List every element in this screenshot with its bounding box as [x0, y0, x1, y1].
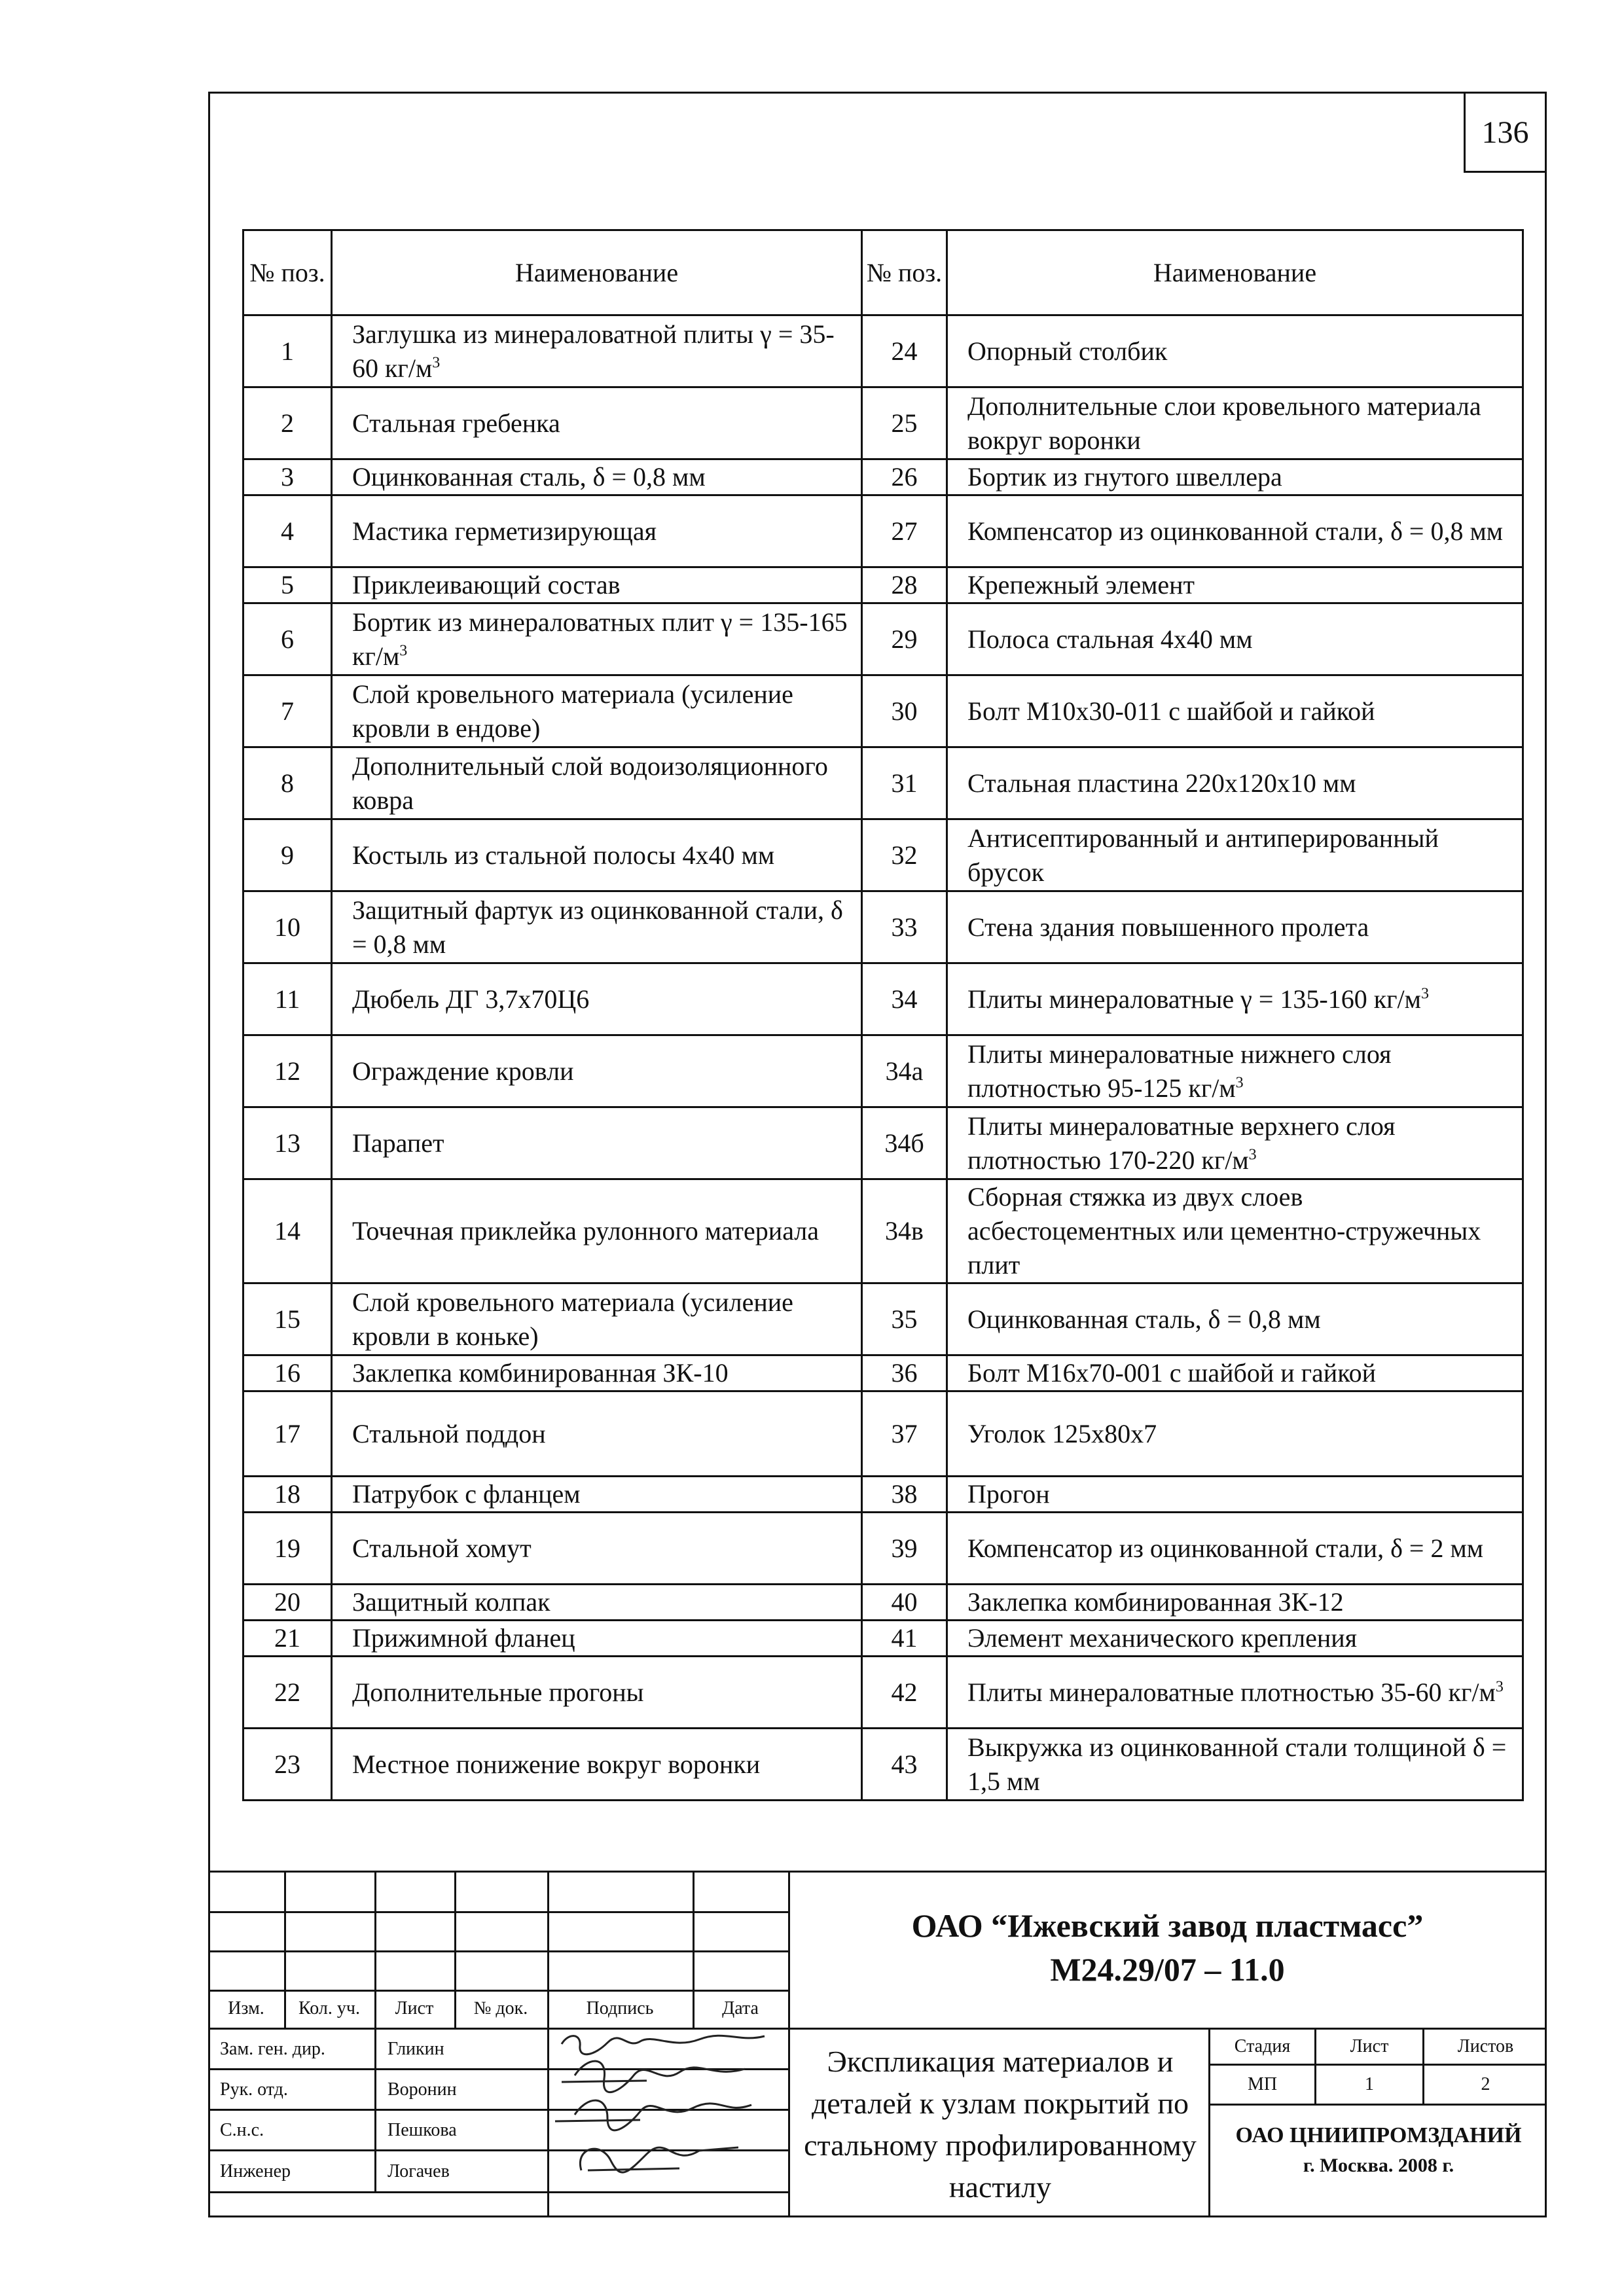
row-pos-left: 2 — [244, 387, 332, 459]
table-row — [244, 1585, 1523, 1621]
role-3: С.н.с. — [220, 2119, 264, 2140]
row-name-left: Слой кровельного материала (усиление кровли в коньке) — [332, 1283, 862, 1355]
row-name-right: Компенсатор из оцинкованной стали, δ = 2 мм — [947, 1513, 1523, 1585]
row-pos-left: 21 — [244, 1621, 332, 1657]
row-name-left: Точечная приклейка рулонного материала — [332, 1179, 862, 1283]
table-row — [244, 1179, 1523, 1283]
table-row — [244, 1355, 1523, 1391]
name-4: Логачев — [388, 2161, 450, 2181]
row-name-left: Дополнительные прогоны — [332, 1657, 862, 1729]
row-pos-left: 15 — [244, 1283, 332, 1355]
row-pos-right: 24 — [862, 315, 947, 387]
header-name-left: Наименование — [332, 230, 862, 315]
row-name-left: Стальная гребенка — [332, 387, 862, 459]
row-name-right: Оцинкованная сталь, δ = 0,8 мм — [947, 1283, 1523, 1355]
row-pos-right: 27 — [862, 495, 947, 567]
row-name-right: Бортик из гнутого швеллера — [947, 459, 1523, 495]
row-name-right: Плиты минераловатные γ = 135-160 $кг/м^3$ — [947, 963, 1523, 1035]
row-name-left: Оцинкованная сталь, δ = 0,8 мм — [332, 459, 862, 495]
row-pos-right: 26 — [862, 459, 947, 495]
row-pos-right: 34 — [862, 963, 947, 1035]
row-name-right: Стена здания повышенного пролета — [947, 891, 1523, 963]
row-name-right: Плиты минераловатные верхнего слоя плотностью 170-220 $кг/м^3$ — [947, 1107, 1523, 1179]
sheet-header: Лист — [1350, 2036, 1389, 2056]
row-name-left: Заглушка из минераловатной плиты γ = 35-60 $кг/м^3$ — [332, 315, 862, 387]
row-name-right: Плиты минераловатные плотностью 35-60 $кг/м^3$ — [947, 1657, 1523, 1729]
row-name-left: Стальной хомут — [332, 1513, 862, 1585]
stage-value: МП — [1247, 2074, 1278, 2094]
table-row — [244, 387, 1523, 459]
row-pos-right: 33 — [862, 891, 947, 963]
row-pos-left: 13 — [244, 1107, 332, 1179]
role-4: Инженер — [220, 2161, 291, 2181]
row-name-left: Приклеивающий состав — [332, 567, 862, 603]
row-name-right: Заклепка комбинированная ЗК-12 — [947, 1585, 1523, 1621]
title-block — [208, 1871, 1547, 2217]
row-name-right: Уголок 125х80х7 — [947, 1391, 1523, 1477]
name-1: Гликин — [388, 2038, 444, 2059]
row-pos-left: 10 — [244, 891, 332, 963]
row-name-right: Стальная пластина 220х120х10 мм — [947, 747, 1523, 819]
row-pos-right: 42 — [862, 1657, 947, 1729]
name-2: Воронин — [388, 2079, 457, 2100]
row-pos-right: 36 — [862, 1355, 947, 1391]
row-name-right: Сборная стяжка из двух слоев асбестоцементных или цементно-стружечных плит — [947, 1179, 1523, 1283]
description: Экспликация материалов и деталей к узлам покрытий по стальному профилированному настилу — [804, 2044, 1197, 2204]
sheets-value: 2 — [1481, 2074, 1490, 2094]
row-pos-left: 12 — [244, 1035, 332, 1107]
sheets-header: Листов — [1457, 2036, 1514, 2056]
row-name-left: Защитный фартук из оцинкованной стали, δ = 0,8 мм — [332, 891, 862, 963]
row-name-left: Местное понижение вокруг воронки — [332, 1729, 862, 1801]
col-date: Дата — [722, 1998, 759, 2018]
row-pos-right: 34в — [862, 1179, 947, 1283]
row-pos-left: 19 — [244, 1513, 332, 1585]
row-name-right: Болт М10х30-011 с шайбой и гайкой — [947, 675, 1523, 747]
row-pos-right: 35 — [862, 1283, 947, 1355]
role-2: Рук. отд. — [220, 2079, 288, 2100]
col-signature: Подпись — [586, 1998, 654, 2018]
row-pos-left: 18 — [244, 1477, 332, 1513]
row-name-left: Бортик из минераловатных плит γ = 135-165 $кг/м^3$ — [332, 603, 862, 675]
row-pos-right: 39 — [862, 1513, 947, 1585]
row-pos-right: 34а — [862, 1035, 947, 1107]
row-pos-right: 38 — [862, 1477, 947, 1513]
row-name-right: Прогон — [947, 1477, 1523, 1513]
header-pos-left: № поз. — [244, 230, 332, 315]
row-name-left: Слой кровельного материала (усиление кровли в ендове) — [332, 675, 862, 747]
row-pos-left: 17 — [244, 1391, 332, 1477]
header-name-right: Наименование — [947, 230, 1523, 315]
table-row — [244, 891, 1523, 963]
row-pos-left: 3 — [244, 459, 332, 495]
row-pos-left: 7 — [244, 675, 332, 747]
organization: ОАО “Ижевский завод пластмасс” — [911, 1907, 1424, 1944]
table-row — [244, 315, 1523, 387]
table-header-row — [244, 230, 1523, 315]
stage-header: Стадия — [1234, 2036, 1291, 2056]
table-row — [244, 747, 1523, 819]
row-pos-right: 31 — [862, 747, 947, 819]
table-row — [244, 567, 1523, 603]
row-pos-right: 41 — [862, 1621, 947, 1657]
table-row — [244, 675, 1523, 747]
row-pos-right: 29 — [862, 603, 947, 675]
row-pos-left: 16 — [244, 1355, 332, 1391]
row-pos-right: 40 — [862, 1585, 947, 1621]
row-name-right: Дополнительные слои кровельного материала вокруг воронки — [947, 387, 1523, 459]
row-pos-left: 9 — [244, 819, 332, 891]
row-pos-left: 11 — [244, 963, 332, 1035]
row-name-left: Дополнительный слой водоизоляционного ковра — [332, 747, 862, 819]
row-pos-right: 37 — [862, 1391, 947, 1477]
table-row — [244, 603, 1523, 675]
row-pos-right: 32 — [862, 819, 947, 891]
row-pos-right: 28 — [862, 567, 947, 603]
row-name-left: Ограждение кровли — [332, 1035, 862, 1107]
table-row — [244, 963, 1523, 1035]
col-izm: Изм. — [228, 1998, 264, 2018]
row-pos-left: 6 — [244, 603, 332, 675]
row-name-left: Мастика герметизирующая — [332, 495, 862, 567]
table-row — [244, 819, 1523, 891]
header-pos-right: № поз. — [862, 230, 947, 315]
row-name-left: Дюбель ДГ 3,7х70Ц6 — [332, 963, 862, 1035]
col-list: Лист — [395, 1998, 434, 2018]
document-code: М24.29/07 – 11.0 — [1050, 1951, 1285, 1988]
row-pos-left: 8 — [244, 747, 332, 819]
row-name-left: Парапет — [332, 1107, 862, 1179]
col-kol-uch: Кол. уч. — [298, 1998, 360, 2018]
table-row — [244, 495, 1523, 567]
table-row — [244, 1391, 1523, 1477]
row-name-left: Прижимной фланец — [332, 1621, 862, 1657]
row-pos-right: 25 — [862, 387, 947, 459]
specification-table — [242, 229, 1524, 1801]
row-pos-left: 23 — [244, 1729, 332, 1801]
row-pos-left: 20 — [244, 1585, 332, 1621]
table-row — [244, 1035, 1523, 1107]
row-pos-left: 22 — [244, 1657, 332, 1729]
row-name-left: Защитный колпак — [332, 1585, 862, 1621]
table-row — [244, 1283, 1523, 1355]
sheet-value: 1 — [1365, 2074, 1374, 2094]
table-row — [244, 1477, 1523, 1513]
row-name-right: Болт М16х70-001 с шайбой и гайкой — [947, 1355, 1523, 1391]
row-pos-left: 4 — [244, 495, 332, 567]
row-pos-left: 14 — [244, 1179, 332, 1283]
row-name-right: Элемент механического крепления — [947, 1621, 1523, 1657]
row-name-right: Полоса стальная 4х40 мм — [947, 603, 1523, 675]
row-name-left: Костыль из стальной полосы 4х40 мм — [332, 819, 862, 891]
row-name-right: Опорный столбик — [947, 315, 1523, 387]
row-name-right: Выкружка из оцинкованной стали толщиной δ = 1,5 мм — [947, 1729, 1523, 1801]
page-number: 136 — [1464, 92, 1547, 173]
row-pos-right: 34б — [862, 1107, 947, 1179]
table-row — [244, 459, 1523, 495]
row-pos-right: 43 — [862, 1729, 947, 1801]
row-name-right: Крепежный элемент — [947, 567, 1523, 603]
table-row — [244, 1107, 1523, 1179]
signatures — [549, 2030, 788, 2193]
role-1: Зам. ген. дир. — [220, 2038, 325, 2059]
row-name-right: Антисептированный и антиперированный брусок — [947, 819, 1523, 891]
row-name-right: Плиты минераловатные нижнего слоя плотностью 95-125 $кг/м^3$ — [947, 1035, 1523, 1107]
table-row — [244, 1621, 1523, 1657]
institute: ОАО ЦНИИПРОМЗДАНИЙ — [1235, 2123, 1522, 2147]
city-year: г. Москва. 2008 г. — [1303, 2155, 1454, 2176]
row-name-left: Патрубок с фланцем — [332, 1477, 862, 1513]
table-row — [244, 1513, 1523, 1585]
row-pos-left: 1 — [244, 315, 332, 387]
row-name-left: Заклепка комбинированная ЗК-10 — [332, 1355, 862, 1391]
row-pos-left: 5 — [244, 567, 332, 603]
table-row — [244, 1729, 1523, 1801]
row-name-right: Компенсатор из оцинкованной стали, δ = 0,8 мм — [947, 495, 1523, 567]
col-doc-no: № док. — [473, 1998, 528, 2018]
row-pos-right: 30 — [862, 675, 947, 747]
table-row — [244, 1657, 1523, 1729]
row-name-left: Стальной поддон — [332, 1391, 862, 1477]
name-3: Пешкова — [388, 2119, 457, 2140]
